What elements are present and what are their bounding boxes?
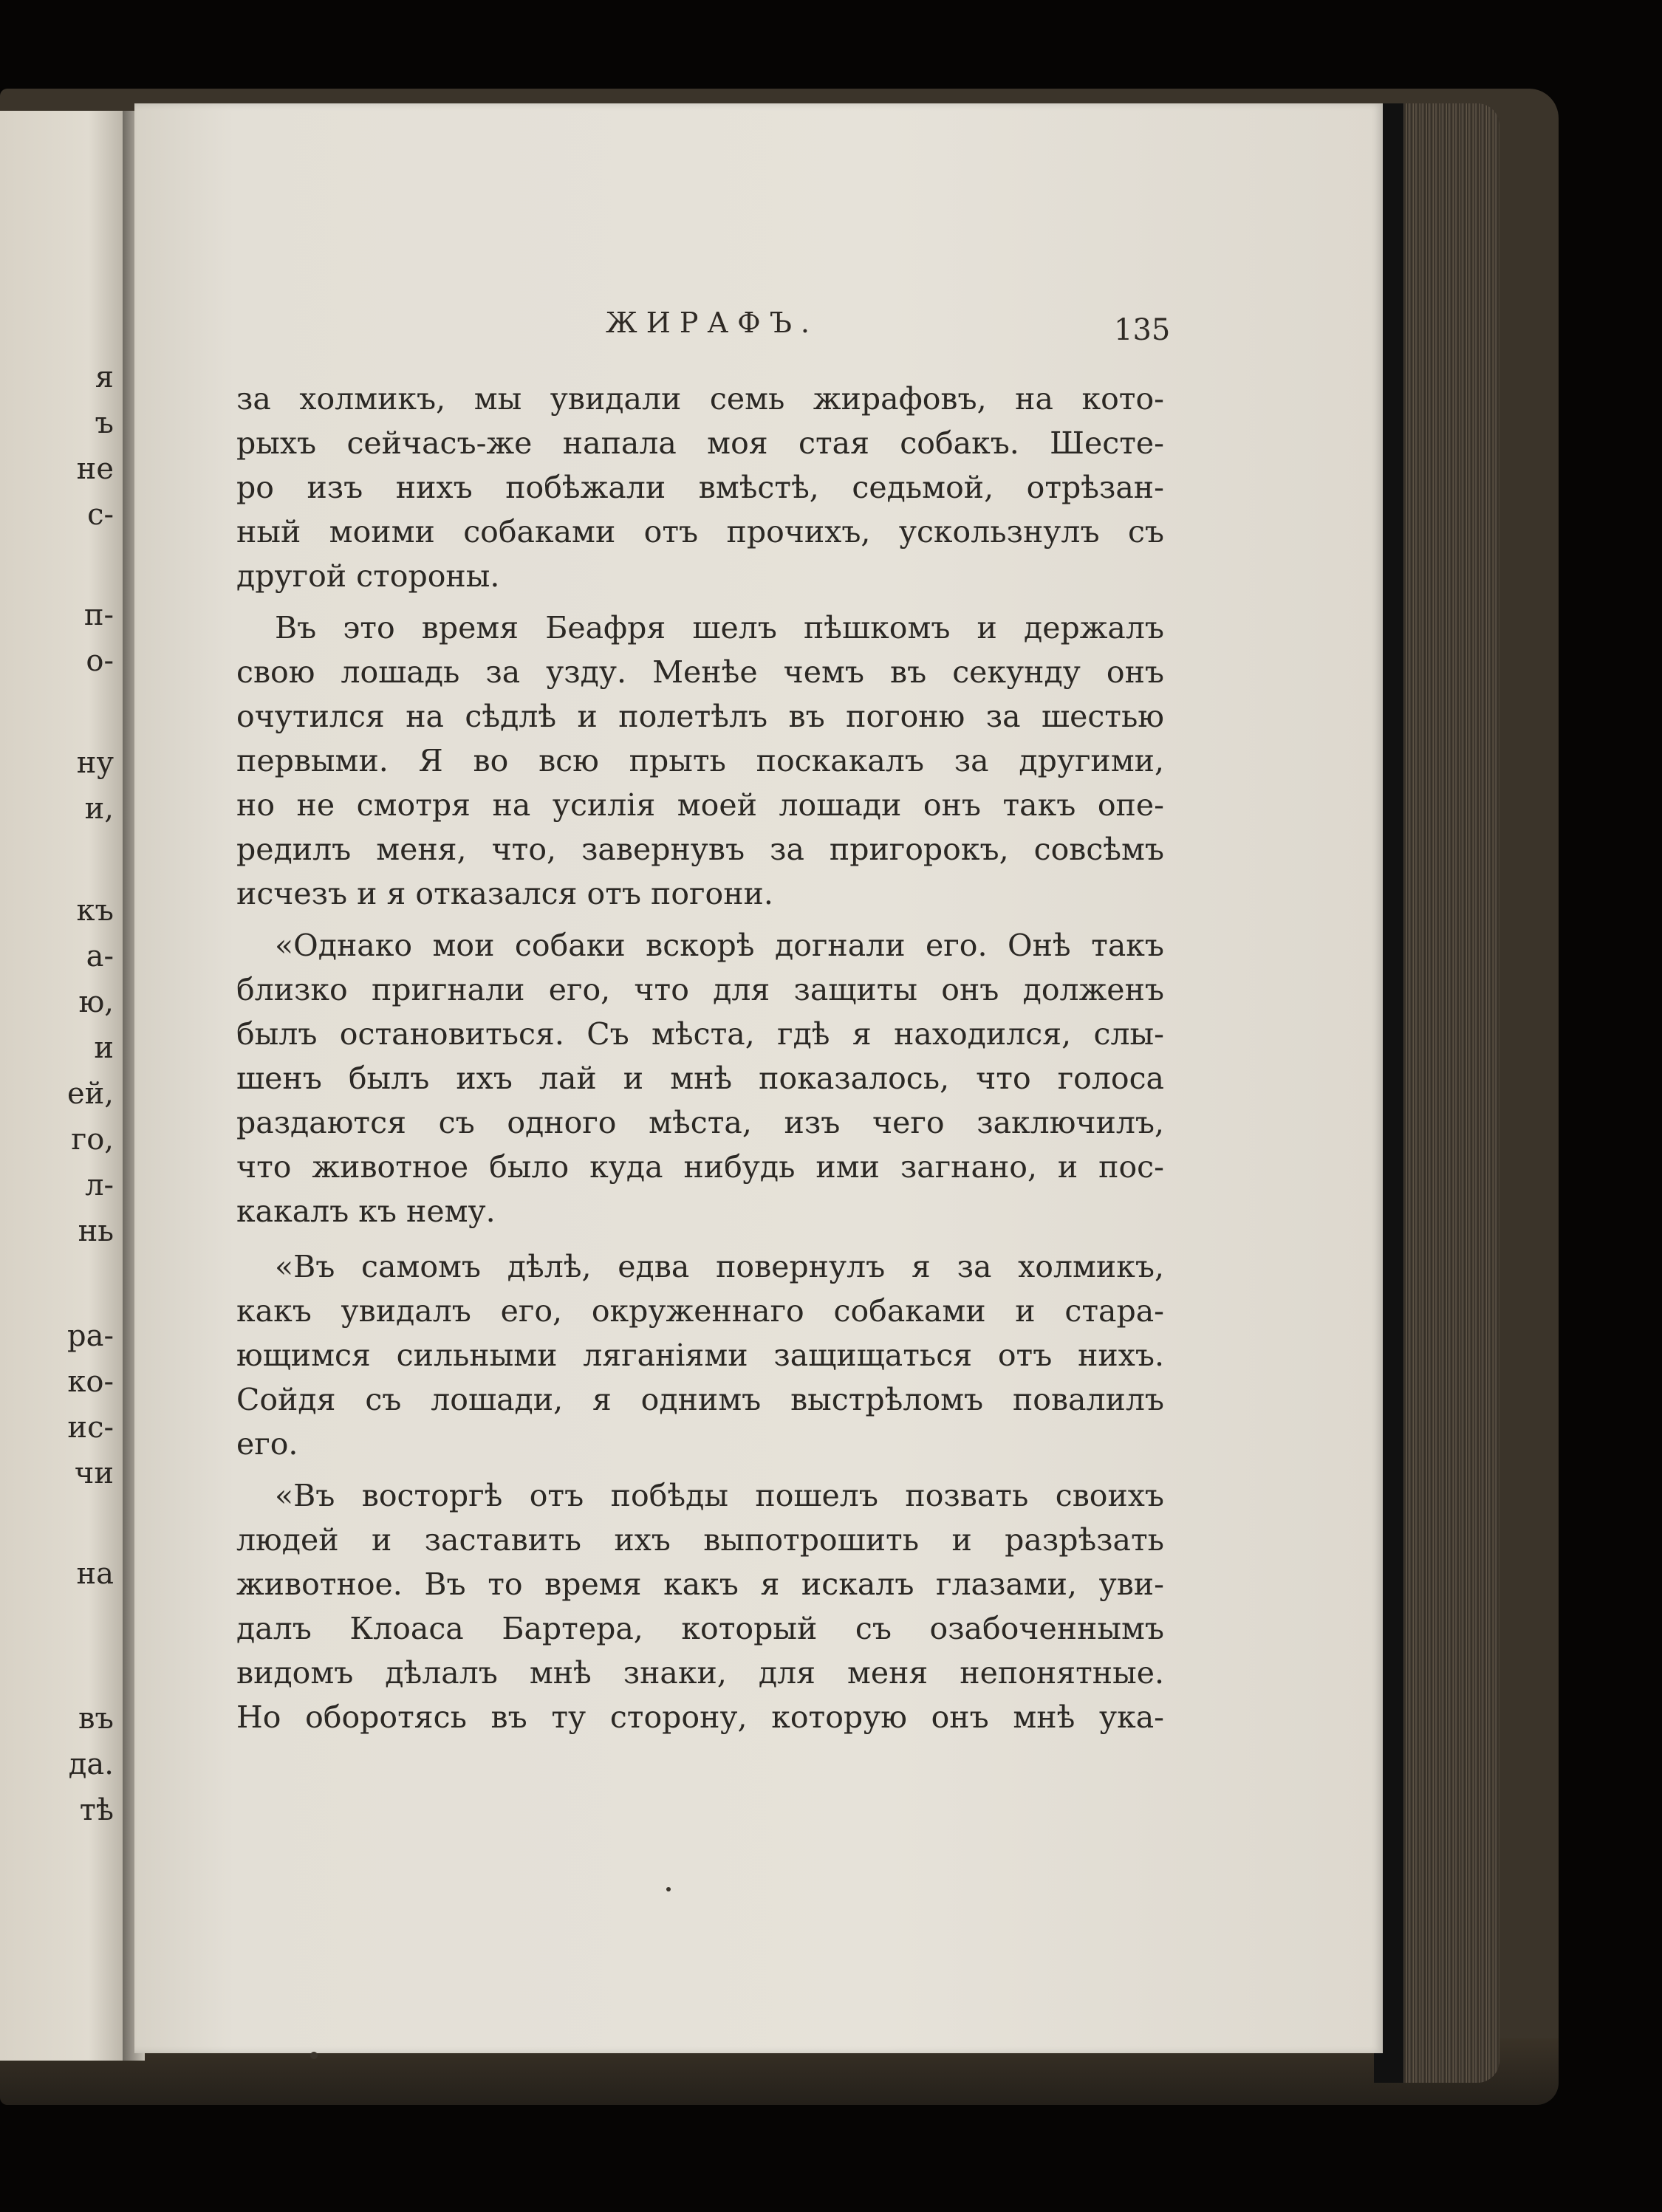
left-page-text-fragments <box>0 111 127 2061</box>
left-fragment: ъ <box>95 406 114 440</box>
text-line: «Въ самомъ дѣлѣ, едва повернулъ я за холмикъ, <box>275 1249 1164 1284</box>
left-fragment: а- <box>86 939 114 973</box>
text-line: близко пригнали его, что для защиты онъ долженъ <box>236 972 1164 1007</box>
text-line: Сойдя съ лошади, я однимъ выстрѣломъ повалилъ <box>236 1382 1164 1417</box>
left-fragment: на <box>76 1557 114 1591</box>
left-fragment: и, <box>84 792 114 826</box>
paper-speck <box>666 1887 671 1891</box>
left-fragment: да. <box>68 1747 114 1781</box>
left-fragment: въ <box>78 1702 114 1736</box>
running-head: ЖИРАФЪ. <box>606 307 818 339</box>
text-line: Но оборотясь въ ту сторону, которую онъ мнѣ ука- <box>236 1699 1164 1735</box>
left-fragment: го, <box>71 1123 114 1157</box>
left-fragment: ей, <box>66 1077 114 1111</box>
left-fragment: ис- <box>67 1411 114 1445</box>
left-fragment: и <box>94 1031 114 1065</box>
text-line: за холмикъ, мы увидали семь жирафовъ, на кото- <box>236 381 1164 417</box>
text-line: другой стороны. <box>236 558 500 594</box>
paper-speck <box>310 2052 318 2059</box>
left-fragment: ну <box>76 746 114 780</box>
text-line: редилъ меня, что, завернувъ за пригорокъ, совсѣмъ <box>236 832 1164 867</box>
left-fragment: о- <box>86 644 114 678</box>
text-line: шенъ былъ ихъ лай и мнѣ показалось, что голоса <box>236 1061 1164 1096</box>
text-line: людей и заставить ихъ выпотрошить и разрѣзать <box>236 1522 1164 1558</box>
text-line: исчезъ и я отказался отъ погони. <box>236 876 773 911</box>
left-fragment: ко- <box>67 1365 114 1399</box>
text-line: далъ Клоаса Бартера, который съ озабоченнымъ <box>236 1611 1164 1646</box>
text-line: былъ остановиться. Съ мѣста, гдѣ я находился, слы- <box>236 1016 1164 1052</box>
text-line: очутился на сѣдлѣ и полетѣлъ въ погоню за шестью <box>236 699 1164 734</box>
left-fragment: не <box>76 452 114 486</box>
text-line: рыхъ сейчасъ-же напала моя стая собакъ. Шесте- <box>236 425 1164 461</box>
left-fragment: чи <box>74 1456 114 1490</box>
text-line: «Однако мои собаки вскорѣ догнали его. Онѣ такъ <box>275 928 1164 963</box>
left-fragment: с- <box>87 498 114 532</box>
text-line: Въ это время Беафря шелъ пѣшкомъ и держалъ <box>275 610 1164 646</box>
text-line: ный моими собаками отъ прочихъ, ускользнулъ съ <box>236 514 1164 549</box>
left-fragment: п- <box>83 598 114 632</box>
text-line: какалъ къ нему. <box>236 1194 496 1229</box>
text-line: но не смотря на усилія моей лошади онъ такъ опе- <box>236 787 1164 823</box>
left-fragment: къ <box>76 894 114 928</box>
text-line: его. <box>236 1426 298 1462</box>
text-line: «Въ восторгѣ отъ побѣды пошелъ позвать своихъ <box>275 1478 1164 1513</box>
text-line: животное. Въ то время какъ я искалъ глазами, уви- <box>236 1566 1164 1602</box>
left-fragment: нь <box>78 1214 114 1248</box>
text-line: свою лошадь за узду. Менѣе чемъ въ секунду онъ <box>236 654 1164 690</box>
left-fragment: я <box>95 360 114 394</box>
page-number: 135 <box>1114 313 1171 347</box>
text-line: видомъ дѣлалъ мнѣ знаки, для меня непонятные. <box>236 1655 1164 1691</box>
left-fragment: л- <box>85 1168 114 1202</box>
text-line: ющимся сильными ляганіями защищаться отъ нихъ. <box>236 1338 1164 1373</box>
left-fragment: ю, <box>78 985 114 1019</box>
left-fragment: тѣ <box>79 1793 114 1827</box>
text-line: первыми. Я во всю прыть поскакалъ за другими, <box>236 743 1164 778</box>
text-line: какъ увидалъ его, окруженнаго собаками и стара- <box>236 1293 1164 1329</box>
left-fragment: ра- <box>67 1319 114 1353</box>
text-line: раздаются съ одного мѣста, изъ чего заключилъ, <box>236 1105 1164 1140</box>
text-line: ро изъ нихъ побѣжали вмѣстѣ, седьмой, отрѣзан- <box>236 470 1164 505</box>
text-line: что животное было куда нибудь ими загнано, и пос- <box>236 1149 1164 1185</box>
